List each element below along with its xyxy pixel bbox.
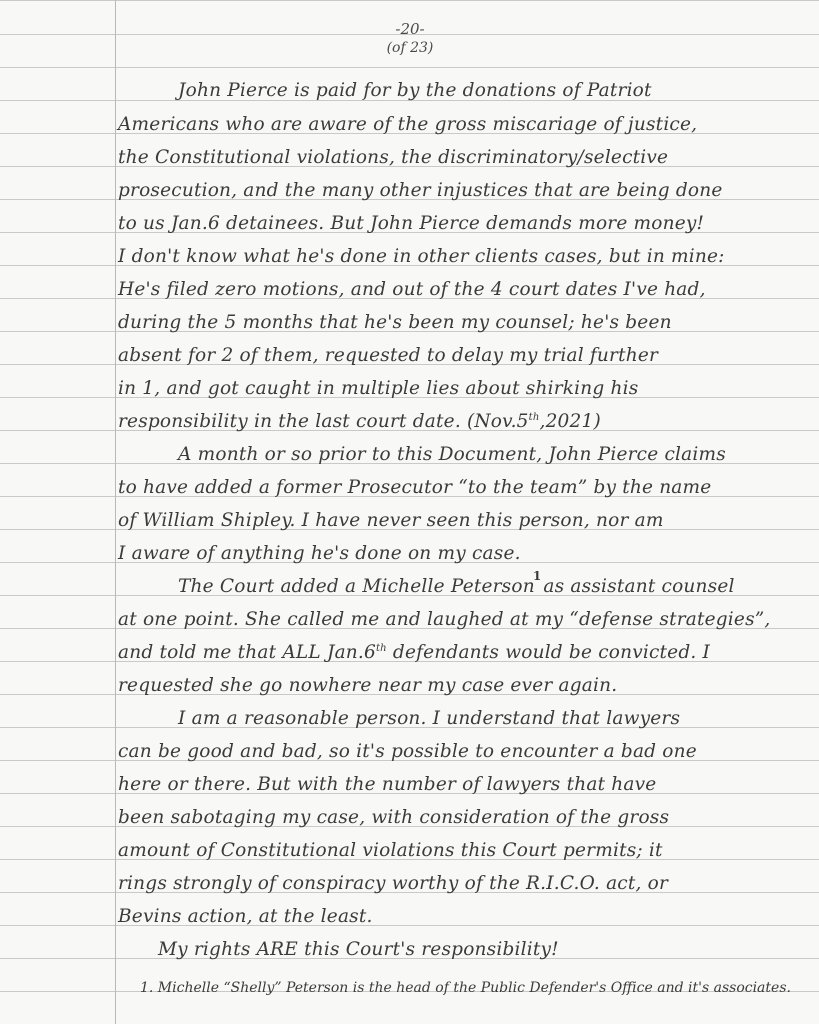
page-number: -20- xyxy=(395,20,425,38)
text-line: of William Shipley. I have never seen this person, nor am xyxy=(118,510,664,531)
text-line: absent for 2 of them, requested to delay my trial further xyxy=(118,345,659,366)
text-segment: The Court added a Michelle Peterson xyxy=(178,576,535,597)
closing-statement: My rights ARE this Court's responsibility! xyxy=(158,939,559,960)
text-line: Bevins action, at the least. xyxy=(118,906,373,927)
text-line: rings strongly of conspiracy worthy of the R.I.C.O. act, or xyxy=(118,873,669,894)
text-line: at one point. She called me and laughed at my “defense strategies”, xyxy=(118,609,771,630)
text-line xyxy=(118,642,799,663)
footnote-marker: 1 xyxy=(532,569,542,583)
text-line: during the 5 months that he's been my counsel; he's been xyxy=(118,312,672,333)
text-line: I am a reasonable person. I understand that lawyers xyxy=(178,708,681,729)
text-line xyxy=(118,411,799,432)
text-line: He's filed zero motions, and out of the 4 court dates I've had, xyxy=(118,279,706,300)
superscript: th xyxy=(528,411,540,423)
text-segment: responsibility in the last court date. (Nov.5 xyxy=(118,411,529,432)
footnote: 1. Michelle “Shelly” Peterson is the head of the Public Defender's Office and it's associates. xyxy=(140,980,791,996)
text-segment: and told me that ALL Jan.6 xyxy=(118,642,376,663)
text-line: here or there. But with the number of lawyers that have xyxy=(118,774,657,795)
text-line: Americans who are aware of the gross miscariage of justice, xyxy=(118,114,698,135)
superscript: th xyxy=(375,642,387,654)
text-line: A month or so prior to this Document, John Pierce claims xyxy=(178,444,726,465)
text-line: been sabotaging my case, with consideration of the gross xyxy=(118,807,670,828)
text-segment: as assistant counsel xyxy=(543,576,735,597)
text-line: prosecution, and the many other injustices that are being done xyxy=(118,180,723,201)
page-count: (of 23) xyxy=(386,40,434,56)
text-line: in 1, and got caught in multiple lies about shirking his xyxy=(118,378,639,399)
text-segment: defendants would be convicted. I xyxy=(386,642,711,663)
text-segment: ,2021) xyxy=(539,411,601,432)
text-line: can be good and bad, so it's possible to encounter a bad one xyxy=(118,741,697,762)
text-line: I don't know what he's done in other clients cases, but in mine: xyxy=(118,246,725,267)
text-line: John Pierce is paid for by the donations of Patriot xyxy=(178,80,652,101)
text-line: the Constitutional violations, the discriminatory/selective xyxy=(118,147,669,168)
text-line: to have added a former Prosecutor “to the team” by the name xyxy=(118,477,712,498)
text-line: to us Jan.6 detainees. But John Pierce demands more money! xyxy=(118,213,705,234)
text-line: I aware of anything he's done on my case. xyxy=(118,543,521,564)
text-line: amount of Constitutional violations this Court permits; it xyxy=(118,840,663,861)
text-line: requested she go nowhere near my case ever again. xyxy=(118,675,618,696)
text-line xyxy=(118,569,799,597)
